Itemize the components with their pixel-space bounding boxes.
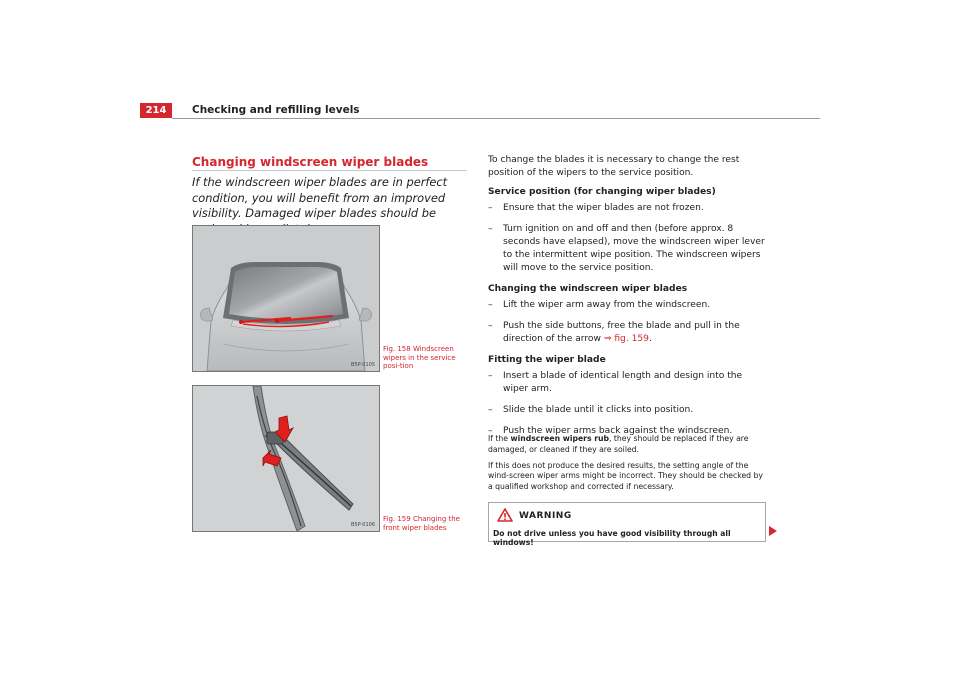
instructions-text <box>488 154 770 446</box>
step-text: Insert a blade of identical length and design into the wiper arm. <box>503 371 743 394</box>
period: . <box>648 334 652 344</box>
note-suffix: , they should be replaced if they are damaged, or cleaned if they are soiled. <box>488 434 749 454</box>
warning-text: Do not drive unless you have good visibility through all windows! <box>493 529 731 547</box>
step-text: Ensure that the wiper blades are not frozen. <box>503 203 704 213</box>
dash-bullet: – <box>488 224 493 234</box>
warning-title: WARNING <box>519 511 572 521</box>
figure-reference-link[interactable]: ⇒ fig. 159 <box>603 334 649 344</box>
figure-code: B5P-0105 <box>350 362 375 368</box>
wiper-blade-image <box>193 386 379 531</box>
dash-bullet: – <box>488 405 493 415</box>
list-item <box>488 320 770 346</box>
dash-bullet: – <box>488 203 493 213</box>
running-header: Checking and refilling levels <box>192 104 360 116</box>
step-text: Lift the wiper arm away from the windscreen. <box>503 300 711 310</box>
figure-159-caption: Fig. 159 Changing the front wiper blades <box>383 515 460 532</box>
warning-box <box>488 502 766 547</box>
section-divider <box>192 170 467 171</box>
figure-159-illustration <box>192 385 380 532</box>
list-item <box>488 223 770 275</box>
body-intro: To change the blades it is necessary to change the rest position of the wipers to the service position. <box>488 155 740 178</box>
step-text: Push the wiper arms back against the windscreen. <box>503 426 733 436</box>
dash-bullet: – <box>488 321 493 331</box>
fit-heading: Fitting the wiper blade <box>488 355 606 365</box>
note-bold: windscreen wipers rub <box>510 434 609 443</box>
step-text: Push the side buttons, free the blade and pull in the direction of the arrow <box>503 321 740 344</box>
section-title: Changing windscreen wiper blades <box>192 155 429 169</box>
section-intro: If the windscreen wiper blades are in perfect condition, you will benefit from an improved visibility. Damaged wiper blades should be <box>192 175 448 220</box>
figure-158-caption: Fig. 158 Windscreen wipers in the service posi-tion <box>383 345 456 371</box>
change-heading: Changing the windscreen wiper blades <box>488 284 688 294</box>
warning-triangle-icon <box>497 508 513 522</box>
dash-bullet: – <box>488 426 493 436</box>
note-angle: If this does not produce the desired results, the setting angle of the wind-screen wiper arms might be incorrect. They should be checked by a qualified workshop and corrected if necessary. <box>488 460 763 492</box>
figure-158-illustration <box>192 225 380 372</box>
header-divider <box>172 118 820 119</box>
car-windscreen-image <box>193 226 379 371</box>
list-item <box>488 299 770 312</box>
service-heading: Service position (for changing wiper blades) <box>488 187 716 197</box>
list-item <box>488 404 770 417</box>
note-prefix: If the <box>488 434 509 443</box>
figure-code: B5P-0106 <box>350 522 375 528</box>
continue-arrow-icon <box>769 526 777 536</box>
list-item <box>488 370 770 396</box>
dash-bullet: – <box>488 300 493 310</box>
dash-bullet: – <box>488 371 493 381</box>
step-text: Slide the blade until it clicks into position. <box>503 405 694 415</box>
notes <box>488 434 768 498</box>
page-number: 214 <box>140 103 172 118</box>
step-text: Turn ignition on and off and then (before approx. 8 seconds have elapsed), move the windscreen wiper lever to the intermittent wipe position. The windscreen wipers will move to the service position. <box>503 224 765 273</box>
note-rub <box>488 434 768 456</box>
list-item <box>488 202 770 215</box>
